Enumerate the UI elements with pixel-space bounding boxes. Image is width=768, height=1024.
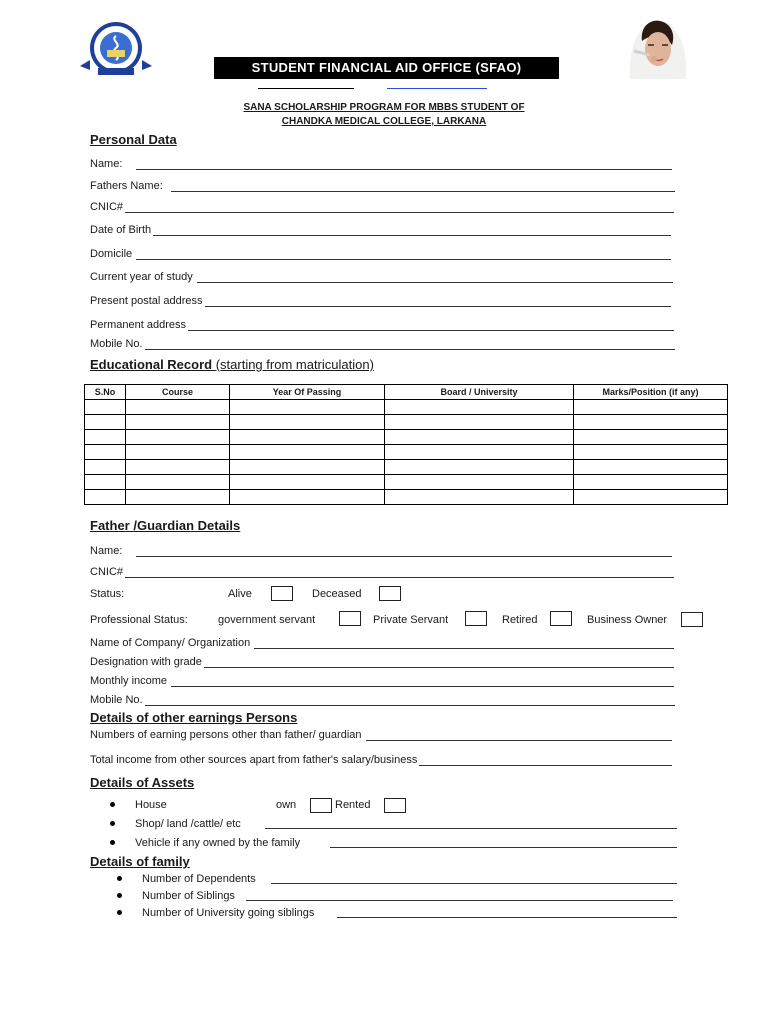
siblings-label: Number of Siblings — [142, 890, 235, 902]
year-of-study-field[interactable] — [90, 271, 673, 283]
table-cell[interactable] — [385, 460, 574, 475]
vehicle-label: Vehicle if any owned by the family — [135, 837, 301, 849]
guardian-mobile-field[interactable] — [90, 694, 675, 706]
permanent-address-label: Permanent address — [90, 319, 186, 331]
table-row — [85, 430, 728, 445]
dependents-label: Number of Dependents — [142, 873, 256, 885]
table-cell[interactable] — [230, 415, 385, 430]
name-label: Name: — [90, 158, 123, 170]
earnings-heading: Details of other earnings Persons — [90, 710, 298, 725]
table-cell[interactable] — [385, 430, 574, 445]
table-cell[interactable] — [230, 430, 385, 445]
present-address-label: Present postal address — [90, 295, 203, 307]
shop-row[interactable] — [110, 818, 677, 834]
portrait-photo — [616, 15, 696, 79]
domicile-field[interactable] — [90, 248, 671, 260]
designation-field[interactable] — [90, 656, 674, 668]
table-cell[interactable] — [126, 490, 230, 505]
guardian-cnic-label: CNIC# — [90, 566, 124, 578]
program-title-line2: CHANDKA MEDICAL COLLEGE, LARKANA — [281, 116, 487, 127]
mobile-field[interactable] — [90, 338, 675, 350]
dependents-line — [271, 873, 677, 884]
monthly-income-label: Monthly income — [90, 675, 168, 687]
table-cell[interactable] — [126, 460, 230, 475]
retired-label: Retired — [502, 614, 538, 626]
vehicle-row[interactable] — [110, 837, 677, 853]
domicile-label: Domicile — [90, 248, 133, 260]
rented-label: Rented — [335, 799, 371, 811]
header-underline-left — [258, 88, 354, 89]
private-servant-checkbox[interactable] — [465, 611, 487, 626]
other-income-label: Total income from other sources apart from father's salary/business — [90, 754, 418, 766]
table-cell[interactable] — [85, 475, 126, 490]
dob-label: Date of Birth — [90, 224, 152, 236]
university-logo-icon — [74, 20, 158, 78]
table-cell[interactable] — [85, 430, 126, 445]
status-label: Status: — [90, 588, 125, 600]
table-row — [85, 460, 728, 475]
dependents-row[interactable] — [117, 873, 677, 889]
table-cell[interactable] — [230, 445, 385, 460]
educational-record-title: Educational Record — [90, 357, 213, 372]
permanent-address-field[interactable] — [90, 319, 674, 331]
monthly-income-field[interactable] — [90, 675, 674, 687]
alive-label: Alive — [228, 588, 252, 600]
mobile-label: Mobile No. — [90, 338, 143, 350]
year-of-study-label: Current year of study — [90, 271, 193, 283]
guardian-status-row — [90, 586, 690, 602]
retired-checkbox[interactable] — [550, 611, 572, 626]
bullet-icon — [110, 802, 115, 807]
table-cell[interactable] — [574, 490, 728, 505]
table-cell[interactable] — [126, 400, 230, 415]
guardian-heading: Father /Guardian Details — [90, 518, 241, 533]
col-course: Course — [126, 385, 230, 400]
cnic-field[interactable] — [90, 201, 674, 213]
table-cell[interactable] — [574, 400, 728, 415]
uni-siblings-row[interactable] — [117, 907, 677, 923]
table-row — [85, 445, 728, 460]
vehicle-line — [330, 837, 677, 848]
col-board: Board / University — [385, 385, 574, 400]
table-cell[interactable] — [126, 475, 230, 490]
designation-label: Designation with grade — [90, 656, 202, 668]
bullet-icon — [117, 893, 122, 898]
guardian-name-label: Name: — [90, 545, 123, 557]
table-cell[interactable] — [385, 475, 574, 490]
bullet-icon — [110, 821, 115, 826]
table-row — [85, 475, 728, 490]
table-cell[interactable] — [126, 415, 230, 430]
house-row — [110, 799, 430, 815]
other-income-field[interactable] — [90, 754, 672, 766]
table-cell[interactable] — [85, 415, 126, 430]
siblings-row[interactable] — [117, 890, 673, 906]
table-cell[interactable] — [385, 415, 574, 430]
table-cell[interactable] — [126, 445, 230, 460]
table-cell[interactable] — [230, 400, 385, 415]
table-cell[interactable] — [230, 475, 385, 490]
table-cell[interactable] — [85, 460, 126, 475]
bullet-icon — [117, 876, 122, 881]
table-header-row — [85, 385, 728, 400]
table-cell[interactable] — [574, 430, 728, 445]
table-cell[interactable] — [385, 400, 574, 415]
shop-line — [265, 818, 677, 829]
cnic-label: CNIC# — [90, 201, 124, 213]
col-marks: Marks/Position (if any) — [574, 385, 728, 400]
deceased-checkbox[interactable] — [379, 586, 401, 601]
office-banner: STUDENT FINANCIAL AID OFFICE (SFAO) — [214, 57, 559, 79]
guardian-cnic-field[interactable] — [90, 566, 674, 578]
uni-siblings-line — [337, 907, 677, 918]
fathers-name-label: Fathers Name: — [90, 180, 163, 192]
table-cell[interactable] — [385, 445, 574, 460]
program-title-line1: SANA SCHOLARSHIP PROGRAM FOR MBBS STUDENT OF — [243, 102, 525, 113]
personal-data-heading: Personal Data — [90, 132, 177, 147]
table-cell[interactable] — [574, 415, 728, 430]
guardian-name-field[interactable] — [90, 545, 672, 557]
gov-servant-checkbox[interactable] — [339, 611, 361, 626]
table-cell[interactable] — [574, 445, 728, 460]
company-label: Name of Company/ Organization — [90, 637, 251, 649]
table-cell[interactable] — [85, 445, 126, 460]
earning-persons-label: Numbers of earning persons other than father/ guardian — [90, 729, 362, 741]
table-cell[interactable] — [230, 490, 385, 505]
present-address-field[interactable] — [90, 295, 671, 307]
educational-record-note: (starting from matriculation) — [215, 357, 374, 372]
table-cell[interactable] — [574, 460, 728, 475]
company-field[interactable] — [90, 637, 674, 649]
table-row — [85, 490, 728, 505]
table-cell[interactable] — [230, 460, 385, 475]
earning-persons-field[interactable] — [90, 729, 672, 741]
table-cell[interactable] — [85, 400, 126, 415]
deceased-label: Deceased — [312, 588, 362, 600]
own-checkbox[interactable] — [310, 798, 332, 813]
assets-heading: Details of Assets — [90, 775, 195, 790]
header-underline-right — [387, 88, 487, 89]
dob-field[interactable] — [90, 224, 671, 236]
shop-label: Shop/ land /cattle/ etc — [135, 818, 241, 830]
table-row — [85, 400, 728, 415]
education-table — [84, 384, 728, 505]
family-heading: Details of family — [90, 854, 190, 869]
bullet-icon — [110, 840, 115, 845]
house-label: House — [135, 799, 167, 811]
business-owner-checkbox[interactable] — [681, 612, 703, 627]
guardian-mobile-label: Mobile No. — [90, 694, 143, 706]
table-cell[interactable] — [126, 430, 230, 445]
own-label: own — [276, 799, 297, 811]
table-cell[interactable] — [385, 490, 574, 505]
table-cell[interactable] — [574, 475, 728, 490]
siblings-line — [246, 890, 673, 901]
business-owner-label: Business Owner — [587, 614, 668, 626]
col-sno: S.No — [85, 385, 126, 400]
name-field[interactable] — [90, 158, 672, 170]
educational-record-heading — [90, 357, 374, 372]
uni-siblings-label: Number of University going siblings — [142, 907, 315, 919]
alive-checkbox[interactable] — [271, 586, 293, 601]
bullet-icon — [117, 910, 122, 915]
table-row — [85, 415, 728, 430]
professional-status-label: Professional Status: — [90, 614, 188, 626]
gov-servant-label: government servant — [218, 614, 316, 626]
private-servant-label: Private Servant — [373, 614, 449, 626]
fathers-name-field[interactable] — [90, 180, 675, 192]
table-cell[interactable] — [85, 490, 126, 505]
professional-status-row — [90, 612, 710, 628]
rented-checkbox[interactable] — [384, 798, 406, 813]
col-year: Year Of Passing — [230, 385, 385, 400]
